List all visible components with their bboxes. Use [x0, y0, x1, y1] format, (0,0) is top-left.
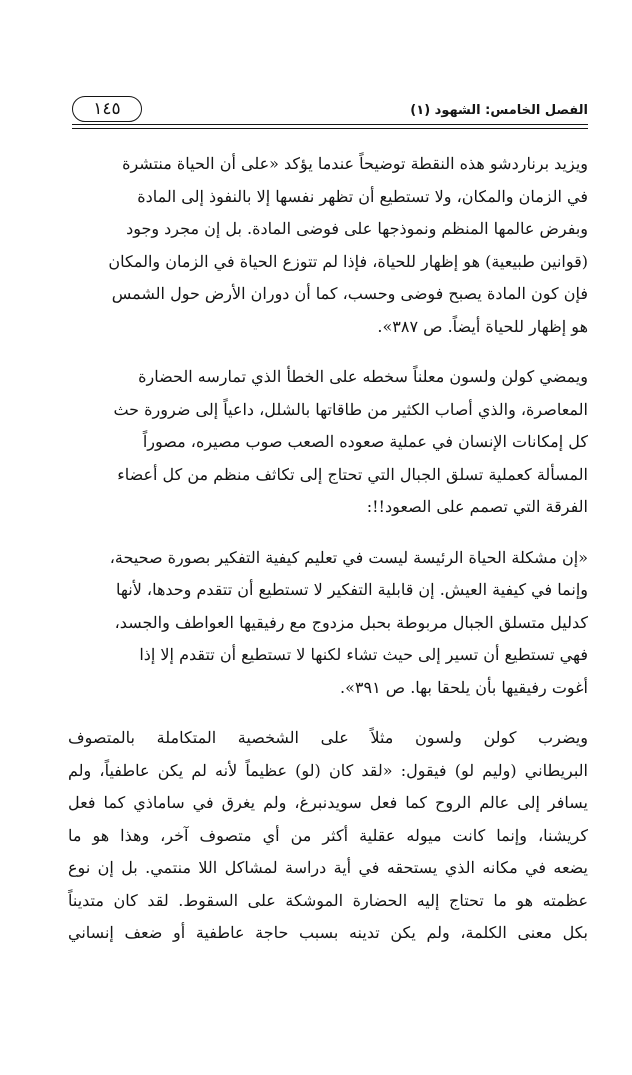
text-line: يضعه في مكانه الذي يستحقه في أية دراسة لمشاكل اللا منتمي. بل إن نوع — [68, 858, 588, 877]
text-line: «إن مشكلة الحياة الرئيسة ليست في تعليم كيفية التفكير بصورة صحيحة، — [109, 547, 588, 567]
text-line: المعاصرة، والذي أصاب الكثير من طاقاتها بالشلل، داعياً إلى ضرورة حث — [113, 399, 588, 419]
text-line: ويضرب كولن ولسون مثلاً على الشخصية المتكاملة بالمتصوف — [68, 728, 588, 747]
text-line: المسألة كعملية تسلق الجبال التي تحتاج إلى تكاثف منظم من كل أعضاء — [117, 464, 588, 484]
running-header — [72, 95, 588, 137]
text-line: في الزمان والمكان، ولا تستطيع أن تظهر نفسها إلا بالنفوذ إلى المادة — [137, 186, 588, 206]
paragraph — [68, 722, 588, 950]
text-line: كدليل متسلق الجبال مربوطة بحبل مزدوج مع رفيقيها العواطف والجسد، — [114, 612, 588, 632]
body-text — [68, 148, 588, 950]
text-line: الفرقة التي تصمم على الصعود!!: — [366, 497, 588, 516]
text-line: أغوت رفيقيها بأن يلحقا بها. ص ٣٩١». — [340, 677, 588, 697]
text-line: وإنما في كيفية العيش. إن قابلية التفكير لا تستطيع أن تتقدم وحدها، لأنها — [115, 580, 588, 599]
header-rule — [72, 124, 588, 125]
text-line: (قوانين طبيعية) هو إظهار للحياة، فإذا لم تتوزع الحياة في الزمان والمكان — [108, 251, 588, 271]
paragraph — [68, 361, 588, 524]
text-line: ويمضي كولن ولسون معلناً سخطه على الخطأ الذي تمارسه الحضارة — [138, 367, 588, 386]
text-line: فهي تستطيع أن تسير إلى حيث تشاء لكنها لا تستطيع أن تتقدم إلا إذا — [139, 645, 588, 664]
paragraph — [68, 148, 588, 343]
text-line: عظمته هو ما تحتاج إليه الحضارة الموشكة على السقوط. لقد كان متديناً — [68, 890, 588, 910]
chapter-title: الفصل الخامس: الشهود (١) — [410, 103, 588, 118]
text-line: وبفرض عالمها المنظم ونموذجها على فوضى المادة. بل إن مجرد وجود — [126, 219, 588, 238]
page-number: ١٤٥ — [72, 96, 142, 122]
header-rule-thin — [72, 128, 588, 129]
text-line: هو إظهار للحياة أيضاً. ص ٣٨٧». — [377, 316, 588, 336]
text-line: كل إمكانات الإنسان في عملية صعوده الصعب صوب مصيره، مصوراً — [142, 432, 588, 451]
text-line: فإن كون المادة يصبح فوضى وحسب، كما أن دوران الأرض حول الشمس — [111, 284, 588, 303]
text-line: البريطاني (وليم لو) فيقول: «لقد كان (لو) عظيماً لأنه لم يكن عاطفياً، ولم — [68, 760, 588, 780]
text-line: يسافر إلى عالم الروح كما فعل سويدنبرغ، ولم يغرق في ساماذي كما فعل — [68, 793, 588, 812]
quotation-paragraph — [68, 542, 588, 705]
text-line: بكل معنى الكلمة، ولم يكن تدينه بسبب حاجة عاطفية أو ضعف إنساني — [68, 923, 588, 942]
text-line: ويزيد برناردشو هذه النقطة توضيحاً عندما يؤكد «على أن الحياة منتشرة — [122, 154, 588, 173]
text-line: كريشنا، وإنما كانت ميوله عقلية أكثر من أي متصوف آخر، وهذا هو ما — [68, 825, 588, 845]
